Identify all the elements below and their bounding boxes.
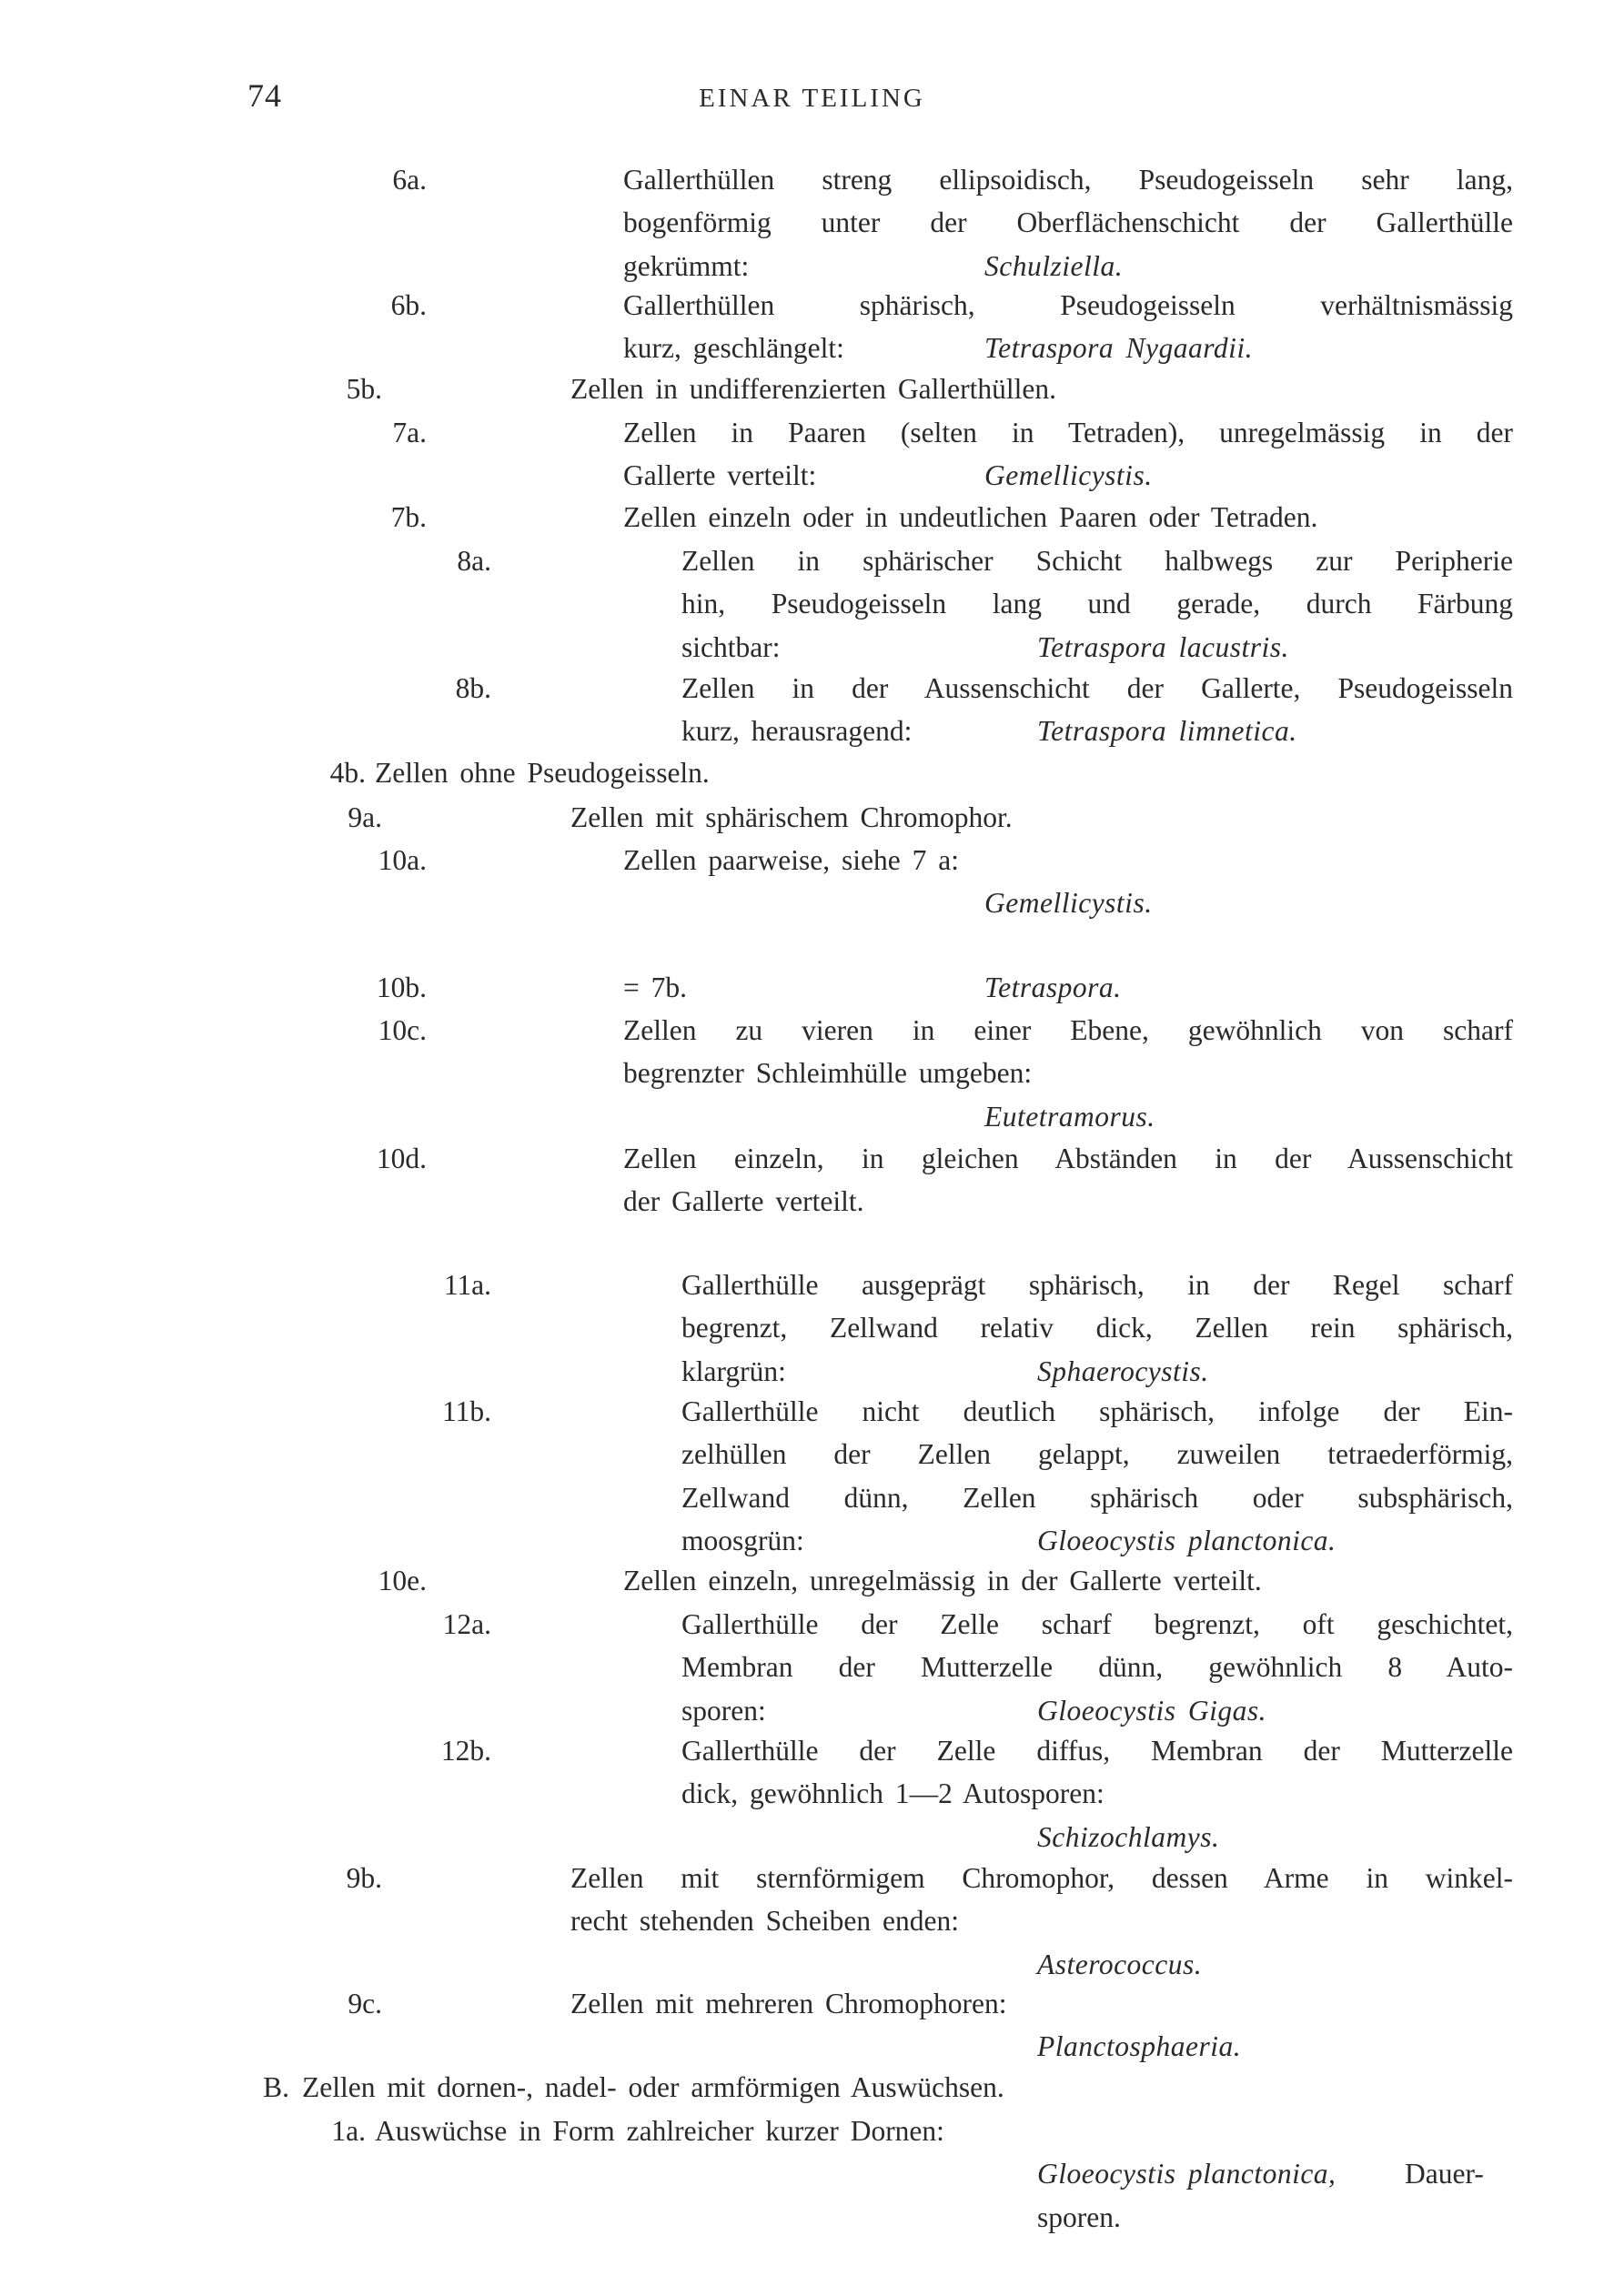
taxon-name: Schulziella. [984, 249, 1124, 282]
key-entry-line: Zellen mit sphärischem Chromophor. [570, 801, 1013, 833]
key-entry-line: Gallerthülle der Zelle scharf begrenzt, oft geschichtet, [681, 1608, 1513, 1640]
key-entry-line: begrenzt, Zellwand relativ dick, Zellen rein sphärisch, [681, 1312, 1513, 1344]
key-entry-line: Zellen ohne Pseudogeisseln. [375, 757, 710, 789]
key-entry-code: 8a. [457, 545, 491, 577]
key-entry-code: B. [263, 2071, 289, 2103]
key-entry-line: Zellen zu vieren in einer Ebene, gewöhnlich von scharf [623, 1014, 1513, 1046]
taxon-name: Gloeocystis planctonica. [1037, 1524, 1337, 1556]
key-entry-line: Zellen einzeln oder in undeutlichen Paaren oder Tetraden. [623, 501, 1318, 533]
key-entry-line: kurz, geschlängelt: Tetraspora Nygaardii. [623, 327, 1513, 369]
taxon-name: Eutetramorus. [984, 1100, 1155, 1133]
key-entry-line: begrenzter Schleimhülle umgeben: [623, 1057, 1033, 1090]
key-entry-code: 6a. [392, 164, 427, 196]
key-entry-line: = 7b. Tetraspora. [623, 966, 1513, 1009]
key-entry-line: sporen: Gloeocystis Gigas. [681, 1689, 1513, 1732]
taxon-name: Asterococcus. [1037, 1948, 1203, 1980]
key-entry-line: Zellen mit dornen-, nadel- oder armförmigen Auswüchsen. [302, 2071, 1004, 2103]
key-entry-line: Gallerthülle der Zelle diffus, Membran der Mutterzelle [681, 1735, 1513, 1767]
taxon-name: Gloeocystis planctonica, [1037, 2158, 1337, 2190]
key-entry-line: Zellen paarweise, siehe 7 a: [623, 844, 959, 876]
key-entry-line [375, 2152, 1513, 2195]
key-entry-code: 7b. [390, 501, 427, 533]
key-entry-line: der Gallerte verteilt. [623, 1185, 864, 1218]
key-entry-code: 9b. [346, 1862, 382, 1894]
taxon-name: Tetraspora. [984, 972, 1122, 1003]
key-entry-line: sichtbar: Tetraspora lacustris. [681, 626, 1513, 669]
key-entry-line: Zellen in der Aussenschicht der Gallerte, Pseudogeisseln [681, 672, 1513, 704]
key-entry-line: sporen. [1037, 2200, 1121, 2233]
taxon-name: Gloeocystis Gigas. [1037, 1694, 1266, 1727]
key-entry-line: bogenförmig unter der Oberflächenschicht der Gallerthülle [623, 206, 1513, 239]
key-entry-line: Zellen in undifferenzierten Gallerthüllen. [570, 373, 1056, 405]
key-entry-code: 9a. [348, 801, 382, 833]
key-entry-line: hin, Pseudogeisseln lang und gerade, durch Färbung [681, 588, 1513, 620]
key-entry-line: zelhüllen der Zellen gelappt, zuweilen tetraederförmig, [681, 1438, 1513, 1471]
key-entry-code: 10c. [378, 1014, 427, 1046]
key-entry-code: 1a. [331, 2115, 366, 2147]
key-entry-code: 5b. [346, 373, 382, 405]
key-entry-line: Gallerthülle ausgeprägt sphärisch, in der Regel scharf [681, 1269, 1513, 1301]
key-entry-code: 7a. [392, 417, 427, 448]
key-entry-line: Gallerthüllen streng ellipsoidisch, Pseudogeisseln sehr lang, [623, 164, 1513, 196]
key-entry-code: 10d. [376, 1143, 427, 1174]
taxon-name: Schizochlamys. [1037, 1820, 1220, 1853]
key-entry-line: kurz, herausragend: Tetraspora limnetica. [681, 710, 1513, 752]
key-entry-line [570, 1943, 1513, 1986]
key-entry-line [623, 1095, 1513, 1138]
key-entry-code: 10b. [376, 972, 427, 1003]
key-entry-line: Gallerthülle nicht deutlich sphärisch, infolge der Ein- [681, 1395, 1513, 1427]
key-entry-line: Zellwand dünn, Zellen sphärisch oder subsphärisch, [681, 1481, 1513, 1514]
key-entry-code: 12b. [440, 1735, 491, 1767]
key-entry-line: Zellen in Paaren (selten in Tetraden), unregelmässig in der [623, 417, 1513, 448]
key-entry-code: 11a. [443, 1269, 491, 1301]
key-entry-code: 12a. [442, 1608, 491, 1640]
key-entry-line: Zellen einzeln, unregelmässig in der Gallerte verteilt. [623, 1565, 1262, 1596]
key-entry-code: 6b. [390, 289, 427, 321]
key-entry-line [623, 881, 1513, 924]
key-entry-line [570, 2025, 1513, 2068]
key-entry-line: dick, gewöhnlich 1—2 Autosporen: [681, 1777, 1105, 1810]
key-entry-line: Membran der Mutterzelle dünn, gewöhnlich 8 Auto- [681, 1651, 1513, 1684]
key-entry-line: Gallerthüllen sphärisch, Pseudogeisseln verhältnismässig [623, 289, 1513, 321]
key-entry-line: Zellen mit mehreren Chromophoren: [570, 1988, 1007, 2019]
key-entry-line: klargrün: Sphaerocystis. [681, 1350, 1513, 1393]
taxon-name: Sphaerocystis. [1037, 1354, 1209, 1387]
key-entry-code: 9c. [348, 1988, 382, 2019]
taxon-tail: Dauer- [1405, 2158, 1484, 2190]
key-entry-line: Zellen mit sternförmigem Chromophor, dessen Arme in winkel- [570, 1862, 1513, 1894]
key-entry-line: gekrümmt: Schulziella. [623, 245, 1513, 287]
key-entry-line: Gallerte verteilt: Gemellicystis. [623, 454, 1513, 497]
taxon-name: Gemellicystis. [984, 459, 1153, 492]
key-entry-line: Auswüchse in Form zahlreicher kurzer Dornen: [375, 2115, 944, 2147]
taxon-name: Gemellicystis. [984, 887, 1153, 920]
key-entry-code: 11b. [442, 1395, 491, 1427]
page-number: 74 [247, 77, 282, 114]
taxon-name: Tetraspora lacustris. [1037, 630, 1289, 663]
key-entry-code: 8b. [455, 672, 491, 704]
key-entry-code: 4b. [329, 757, 366, 789]
taxon-name: Planctosphaeria. [1037, 2030, 1242, 2063]
key-entry-line: moosgrün: Gloeocystis planctonica. [681, 1519, 1513, 1562]
key-entry-code: 10a. [378, 844, 427, 876]
key-entry-code: 10e. [378, 1565, 427, 1596]
key-entry-line: Zellen in sphärischer Schicht halbwegs zur Peripherie [681, 545, 1513, 577]
taxon-name: Tetraspora limnetica. [1037, 715, 1297, 748]
key-entry-line: recht stehenden Scheiben enden: [570, 1905, 959, 1938]
key-entry-line [681, 1816, 1513, 1858]
running-head: EINAR TEILING [699, 84, 925, 113]
key-entry-line: Zellen einzeln, in gleichen Abständen in der Aussenschicht [623, 1143, 1513, 1174]
taxon-name: Tetraspora Nygaardii. [984, 332, 1253, 365]
